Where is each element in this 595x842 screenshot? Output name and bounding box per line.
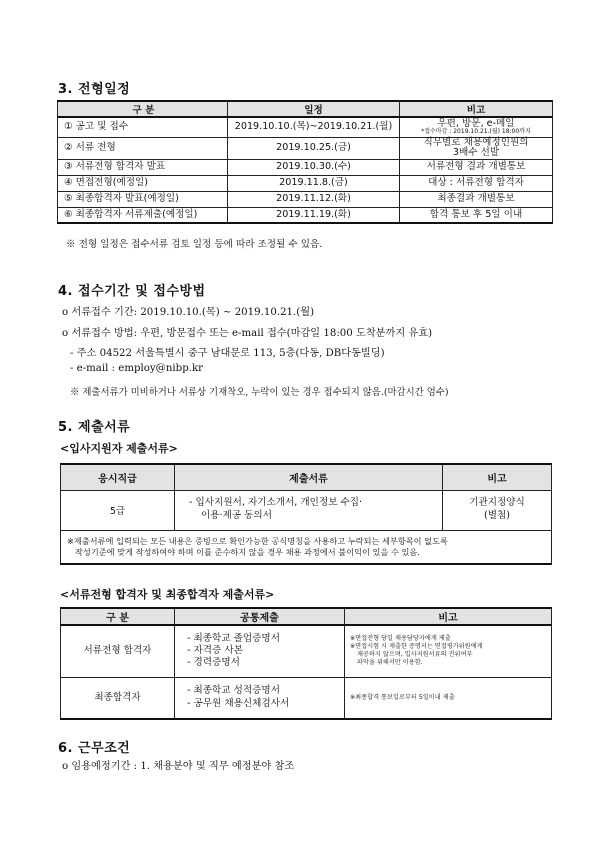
schedule-step: ⑤ 최종합격자 발표(예정일) — [58, 191, 228, 207]
applicant-docs-list — [175, 490, 443, 530]
schedule-row — [58, 117, 553, 137]
applicant-docs-footnote-row — [61, 530, 552, 564]
schedule-row — [58, 191, 553, 207]
passer-docs-type: 최종합격자 — [61, 677, 175, 719]
passer-docs-subtitle: <서류전형 합격자 및 최종합격자 제출서류> — [60, 588, 275, 601]
passer-docs-row — [61, 625, 552, 677]
section-3-title: 3. 전형일정 — [58, 82, 131, 97]
passer-docs-item: - 자격증 사본 — [187, 645, 243, 657]
applicant-docs-line: 이용·제공 동의서 — [201, 510, 272, 521]
schedule-date: 2019.11.8.(금) — [228, 175, 400, 191]
passer-docs-header-row — [61, 608, 552, 625]
passer-docs-header-note: 비고 — [345, 608, 552, 625]
passer-docs-note-line: 제공하지 않으며, 입사지원서류의 진위여부 — [357, 651, 473, 659]
schedule-remark: ※ 전형 일정은 접수서류 검토 일정 등에 따라 조정될 수 있음. — [66, 239, 323, 250]
schedule-date: 2019.11.12.(화) — [228, 191, 400, 207]
schedule-step: ② 서류 전형 — [58, 137, 228, 159]
applicant-docs-subtitle: <입사지원자 제출서류> — [60, 442, 178, 455]
applicant-docs-grade: 5급 — [61, 490, 175, 530]
applicant-docs-row — [61, 490, 552, 530]
applicant-docs-line: - 입사지원서, 자기소개서, 개인정보 수집· — [189, 497, 363, 509]
schedule-date: 2019.11.19.(화) — [228, 207, 400, 223]
section-6-title: 6. 근무조건 — [58, 741, 131, 756]
passer-docs-note-line: ※면접시험 시 제출한 증명서는 면접평가위원에게 — [350, 643, 483, 651]
passer-docs-list — [175, 625, 345, 677]
section-5-title: 5. 제출서류 — [58, 420, 131, 435]
schedule-note-main: 우편, 방문, e-메일 — [437, 118, 515, 130]
schedule-date: 2019.10.10.(목)~2019.10.21.(월) — [228, 117, 400, 137]
application-method: o 서류접수 방법: 우편, 방문접수 또는 e-mail 접수(마감일 18:00 도착분까지 유효) — [62, 328, 433, 339]
schedule-row — [58, 159, 553, 175]
schedule-header-step: 구 분 — [58, 101, 228, 117]
schedule-note-sub: *접수마감 : 2019.10.21.(월) 18:00까지 — [421, 128, 531, 136]
passer-docs-header-docs: 공통제출 — [175, 608, 345, 625]
passer-docs-note-line: ※면접전형 당일 채용담당자에게 제출 — [350, 635, 451, 643]
passer-docs-note-line: 파악을 위해서만 이용함. — [357, 659, 423, 667]
schedule-row — [58, 207, 553, 223]
passer-docs-note — [345, 625, 552, 677]
schedule-note — [400, 117, 553, 137]
applicant-docs-note-line: (별첨) — [483, 510, 511, 521]
schedule-header-note: 비고 — [400, 101, 553, 117]
applicant-docs-header-docs: 제출서류 — [175, 464, 443, 490]
applicant-docs-footnote — [61, 530, 552, 564]
schedule-step: ③ 서류전형 합격자 발표 — [58, 159, 228, 175]
schedule-date: 2019.10.25.(금) — [228, 137, 400, 159]
application-period: o 서류접수 기간: 2019.10.10.(목) ~ 2019.10.21.(월) — [62, 307, 315, 318]
passer-docs-note: ※최종합격 통보일로부터 5일이내 제출 — [345, 677, 552, 719]
passer-docs-item: - 최종학교 성적증명서 — [187, 685, 280, 697]
schedule-note: 대상 : 서류전형 합격자 — [400, 175, 553, 191]
applicant-docs-header-row — [61, 464, 552, 490]
passer-docs-row — [61, 677, 552, 719]
section-4-title: 4. 접수기간 및 접수방법 — [58, 284, 206, 299]
passer-docs-item: - 최종학교 졸업증명서 — [187, 632, 280, 644]
applicant-docs-header-note: 비고 — [443, 464, 552, 490]
application-email: - e-mail : employ@nibp.kr — [70, 363, 203, 374]
schedule-header-date: 일정 — [228, 101, 400, 117]
schedule-row — [58, 137, 553, 159]
schedule-note: 서류전형 결과 개별통보 — [400, 159, 553, 175]
applicant-docs-note — [443, 490, 552, 530]
application-address: - 주소 04522 서울특별시 중구 남대문로 113, 5층(다동, DB다동빌딩) — [70, 348, 385, 359]
passer-docs-list — [175, 677, 345, 719]
schedule-date: 2019.10.30.(수) — [228, 159, 400, 175]
work-period: o 임용예정기간 : 1. 채용분야 및 직무 예정분야 참조 — [62, 761, 295, 772]
schedule-header-row — [58, 101, 553, 117]
schedule-note: 최종결과 개별통보 — [400, 191, 553, 207]
schedule-note — [400, 137, 553, 159]
schedule-step: ⑥ 최종합격자 서류제출(예정일) — [58, 207, 228, 223]
applicant-docs-footnote-line: 작성기준에 맞게 작성하여야 하며 이를 준수하지 않을 경우 채용 과정에서 불이익이 있을 수 있음. — [75, 546, 420, 557]
schedule-step: ④ 면접전형(예정일) — [58, 175, 228, 191]
schedule-step: ① 공고 및 접수 — [58, 117, 228, 137]
applicant-docs-footnote-line: ※제출서류에 입력되는 모든 내용은 증빙으로 확인가능한 공식명칭을 사용하고 누락되는 세부항목이 없도록 — [67, 535, 448, 546]
applicant-docs-note-line: 기관지정양식 — [469, 497, 525, 509]
applicant-docs-header-grade: 응시직급 — [61, 464, 175, 490]
schedule-note: 합격 통보 후 5일 이내 — [400, 207, 553, 223]
passer-docs-item: - 공무원 채용신체검사서 — [187, 697, 290, 709]
passer-docs-type: 서류전형 합격자 — [61, 625, 175, 677]
schedule-row — [58, 175, 553, 191]
passer-docs-table — [60, 607, 552, 720]
applicant-docs-table — [60, 463, 552, 565]
passer-docs-item: - 경력증명서 — [187, 657, 240, 669]
application-remark: ※ 제출서류가 미비하거나 서류상 기재착오, 누락이 있는 경우 접수되지 않음.(마감시간 엄수) — [70, 387, 449, 398]
schedule-table — [57, 100, 553, 224]
passer-docs-header-type: 구 분 — [61, 608, 175, 625]
schedule-note-sub: 3배수 선발 — [452, 147, 500, 158]
schedule-note-main: 직무별로 채용예정인원의 — [423, 136, 529, 148]
